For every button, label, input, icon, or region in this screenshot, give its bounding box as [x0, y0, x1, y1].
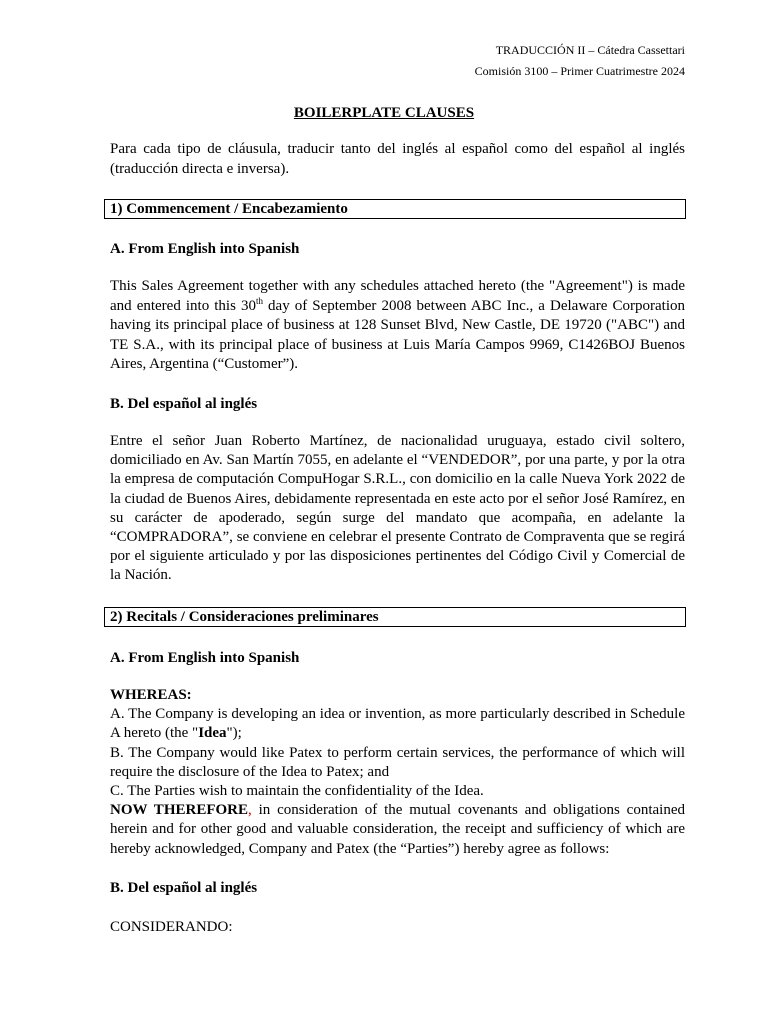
intro-paragraph: Para cada tipo de cláusula, traducir tanto del inglés al español como del español al inglés (traducción directa e inversa).: [110, 141, 685, 177]
section-1-text-a-part1: This Sales Agreement together with any schedules attached hereto (the "Agreement") is made and entered into this 30: [110, 278, 685, 314]
now-therefore-text: in consideration of the mutual covenants and obligations contained herein and for other good and valuable consideration, the receipt and sufficiency of which are hereby acknowledged, Company and Patex (the “Parties”) hereby agree as follows:: [110, 802, 685, 857]
idea-term: Idea: [198, 725, 227, 742]
section-1-subheading-b: B. Del español al inglés: [110, 396, 258, 412]
section-1-text-b: Entre el señor Juan Roberto Martínez, de nacionalidad uruguaya, estado civil soltero, domiciliado en Av. San Martín 7055, en adelante el “VENDEDOR”, por una parte, y por la otra la empresa de computación CompuHogar S.R.L., con domicilio en la calle Nueva York 2022 de la ciudad de Buenos Aires, debidamente representada en este acto por el señor José Ramírez, en su carácter de apoderado, según surge del mandato que acompaña, en adelante la “COMPRADORA”, se conviene en celebrar el presente Contrato de Compraventa que se regirá por el siguiente articulado y por las disposiciones pertinentes del Código Civil y Comercial de la Nación.: [110, 433, 685, 584]
section-1-text-a: [110, 277, 685, 375]
now-therefore-label: NOW THEREFORE: [110, 802, 248, 819]
now-therefore-clause: [110, 801, 685, 859]
course-header-line-1: TRADUCCIÓN II – Cátedra Cassettari: [495, 43, 685, 57]
section-2-heading: 2) Recitals / Consideraciones preliminares: [104, 607, 686, 627]
considerando-label: CONSIDERANDO:: [110, 919, 233, 935]
recital-item-a-end: ");: [226, 725, 242, 742]
recital-item-b: B. The Company would like Patex to perform certain services, the performance of which will require the disclosure of the Idea to Patex; and: [110, 744, 685, 780]
recitals-block: [110, 686, 685, 859]
course-header-line-2: Comisión 3100 – Primer Cuatrimestre 2024: [474, 64, 685, 78]
now-therefore-comma: ,: [248, 802, 252, 819]
section-1-heading: 1) Commencement / Encabezamiento: [104, 199, 686, 219]
section-2-subheading-a: A. From English into Spanish: [110, 650, 300, 666]
section-1-text-a-part2: day of September 2008 between ABC Inc., a Delaware Corporation having its principal place of business at 128 Sunset Blvd, New Castle, DE 19720 ("ABC") and TE S.A., with its principal place of business at Luis María Campos 9969, C1426BOJ Buenos Aires, Argentina (“Customer”).: [110, 297, 685, 372]
section-1-subheading-a: A. From English into Spanish: [110, 241, 300, 257]
recital-item-a: [110, 705, 685, 743]
ordinal-suffix: th: [255, 295, 263, 306]
recital-item-a-text: A. The Company is developing an idea or invention, as more particularly described in Schedule A hereto (the ": [110, 706, 685, 742]
section-2-subheading-b: B. Del español al inglés: [110, 880, 258, 896]
whereas-label: WHEREAS:: [110, 687, 192, 703]
document-title: BOILERPLATE CLAUSES: [293, 105, 475, 121]
recital-item-c: C. The Parties wish to maintain the confidentiality of the Idea.: [110, 783, 484, 800]
